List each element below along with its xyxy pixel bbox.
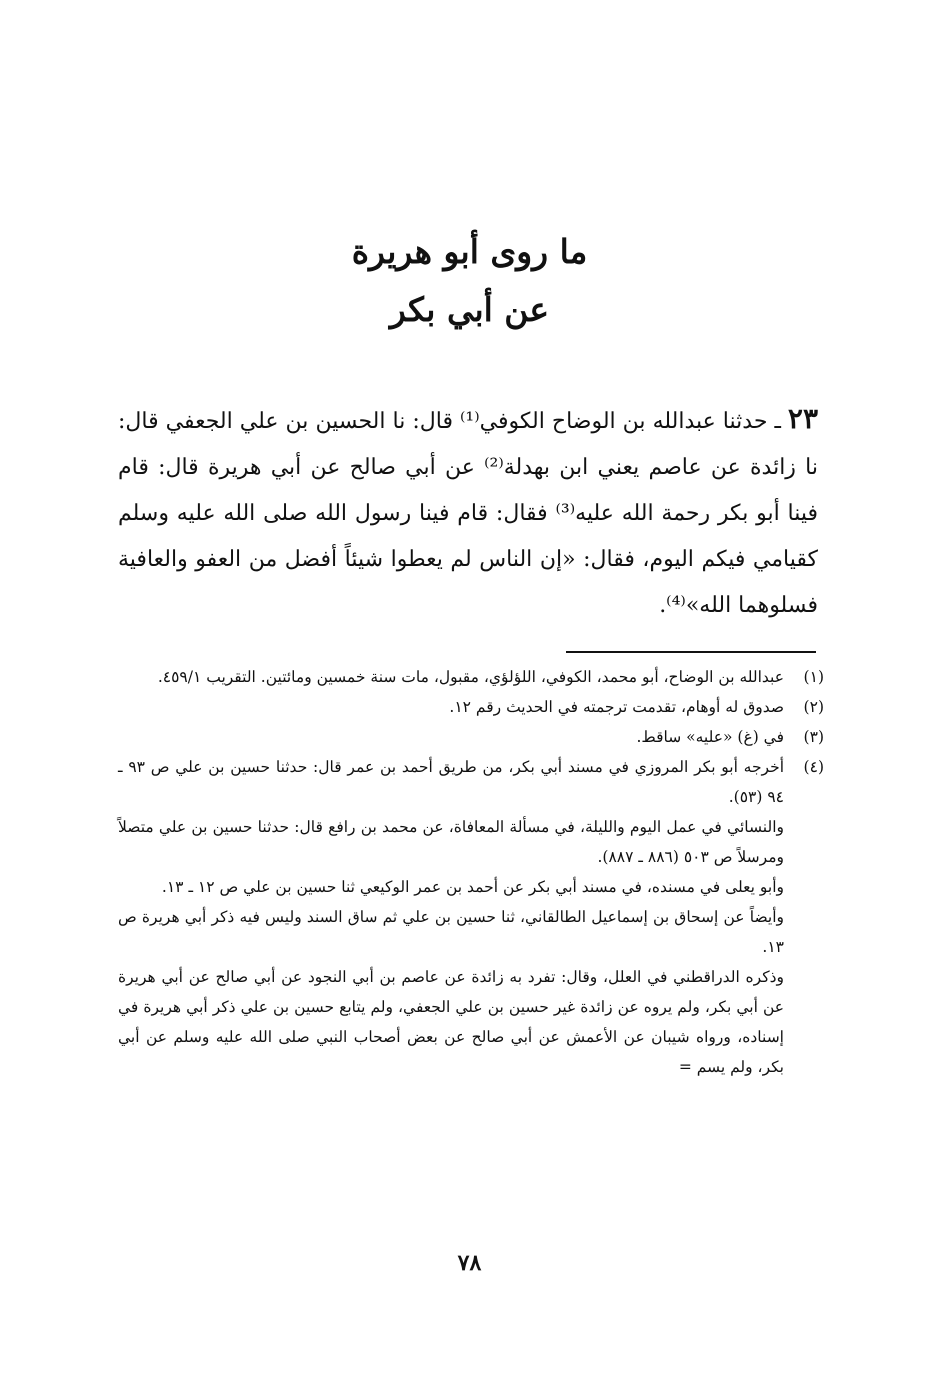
footnotes <box>118 662 824 1082</box>
footnote-mark: (١) <box>803 668 824 686</box>
footnote-1 <box>118 662 824 692</box>
footnote-text: صدوق له أوهام، تقدمت ترجمته في الحديث رقم ١٢. <box>449 698 784 716</box>
footnote-4 <box>118 752 824 1082</box>
hadith-number: ٢٣ <box>787 402 818 435</box>
footnote-text: وذكره الدراقطني في العلل، وقال: تفرد به زائدة عن عاصم بن أبي النجود عن أبي صالح عن أبي هريرة عن أبي بكر، ولم يروه عن زائدة غير حسين بن علي الجعفي، ولم يتابع حسين بن علي ذكر أبي هريرة في إسناده، ورواه شيبان عن الأعمش عن أبي صالح عن بعض أصحاب النبي صلى الله عليه وسلم عن أبي بكر، ولم يسم = <box>118 968 784 1076</box>
hadith-text: ـ حدثنا عبدالله بن الوضاح الكوفي⁽¹⁾ قال: نا الحسين بن علي الجعفي قال: نا زائدة عن عاصم يعني ابن بهدلة⁽²⁾ عن أبي صالح عن أبي هريرة قال: قام فينا أبو بكر رحمة الله عليه⁽³⁾ فقال: قام فينا رسول الله صلى الله عليه وسلم كقيامي فيكم اليوم، فقال: «إن الناس لم يعطوا شيئاً أفضل من العفو والعافية فسلوهما الله»⁽⁴⁾. <box>118 409 818 618</box>
footnote-separator <box>566 651 816 653</box>
chapter-title-line-1: ما روى أبو هريرة <box>351 232 588 271</box>
footnote-text: وأبو يعلى في مسنده، في مسند أبي بكر عن أحمد بن عمر الوكيعي ثنا حسين بن علي ص ١٢ ـ ١٣. <box>161 878 784 896</box>
footnote-text: والنسائي في عمل اليوم والليلة، في مسألة المعافاة، عن محمد بن رافع قال: حدثنا حسين بن علي متصلاً ومرسلاً ص ٥٠٣ (٨٨٦ ـ ٨٨٧). <box>118 818 784 866</box>
footnote-mark: (٤) <box>803 758 824 776</box>
chapter-title-line-2: عن أبي بكر <box>389 290 550 329</box>
page-number: ٧٨ <box>457 1250 482 1276</box>
footnote-2 <box>118 692 824 722</box>
footnote-text: في (غ) «عليه» ساقط. <box>636 728 784 746</box>
footnote-text: وأيضاً عن إسحاق بن إسماعيل الطالقاني، ثنا حسين بن علي ثم ساق السند وليس فيه ذكر أبي هريرة ص ١٣. <box>118 908 784 956</box>
footnote-mark: (٢) <box>803 698 824 716</box>
footnote-mark: (٣) <box>803 728 824 746</box>
hadith-text-block <box>118 396 818 629</box>
footnote-text: عبدالله بن الوضاح، أبو محمد، الكوفي، اللؤلؤي، مقبول، مات سنة خمسين ومائتين. التقريب ٤٥٩/١. <box>157 668 784 686</box>
footnote-text: أخرجه أبو بكر المروزي في مسند أبي بكر، من طريق أحمد بن عمر قال: حدثنا حسين بن علي ص ٩٣ ـ ٩٤ (٥٣). <box>118 758 784 806</box>
footnote-3 <box>118 722 824 752</box>
